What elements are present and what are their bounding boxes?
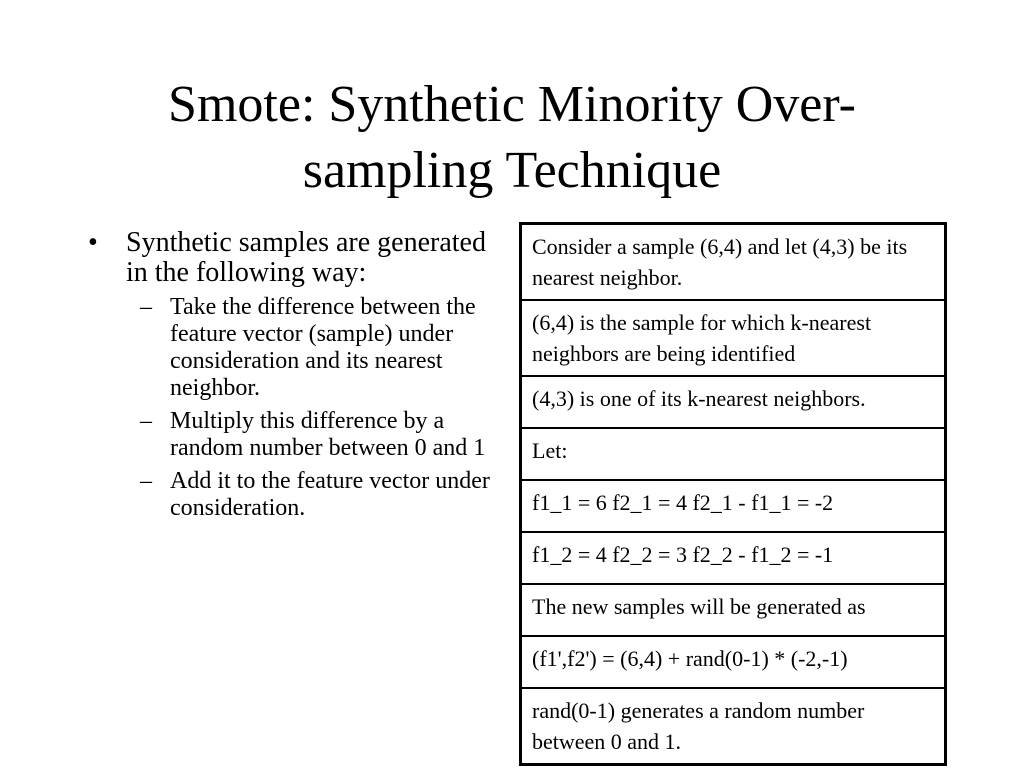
table-row	[521, 688, 946, 765]
table-cell: rand(0-1) generates a random number between 0 and 1.	[521, 688, 946, 765]
bullet-list	[82, 228, 502, 528]
sub-bullet-text: Multiply this difference by a random number between 0 and 1	[170, 408, 486, 461]
slide-title-line-2: sampling Technique	[302, 142, 722, 199]
sub-bullet-marker: –	[140, 294, 152, 320]
table-cell: Let:	[521, 428, 946, 480]
sub-bullet-text: Add it to the feature vector under consideration.	[170, 468, 490, 521]
sub-bullet-item	[82, 408, 502, 462]
sub-bullet-marker: –	[140, 468, 152, 494]
example-table	[519, 222, 947, 766]
table-cell: Consider a sample (6,4) and let (4,3) be its nearest neighbor.	[521, 224, 946, 301]
sub-bullet-item	[82, 294, 502, 402]
table-cell: f1_1 = 6 f2_1 = 4 f2_1 - f1_1 = -2	[521, 480, 946, 532]
table-row	[521, 636, 946, 688]
slide-title-line-1: Smote: Synthetic Minority Over-	[168, 76, 856, 133]
slide-title	[60, 72, 964, 204]
sub-bullet-marker: –	[140, 408, 152, 434]
table-cell: (4,3) is one of its k-nearest neighbors.	[521, 376, 946, 428]
table-row	[521, 480, 946, 532]
table-row	[521, 428, 946, 480]
sub-bullet-list	[82, 294, 502, 522]
sub-bullet-text: Take the difference between the feature vector (sample) under consideration and its nearest neighbor.	[170, 294, 476, 401]
sub-bullet-item	[82, 468, 502, 522]
table-row	[521, 584, 946, 636]
table-row	[521, 224, 946, 301]
bullet-marker: •	[88, 227, 98, 258]
bullet-text: Synthetic samples are generated in the following way:	[126, 227, 486, 288]
table-cell: (6,4) is the sample for which k-nearest neighbors are being identified	[521, 300, 946, 376]
bullet-item	[82, 228, 502, 288]
table-cell: f1_2 = 4 f2_2 = 3 f2_2 - f1_2 = -1	[521, 532, 946, 584]
table-row	[521, 376, 946, 428]
table-row	[521, 300, 946, 376]
table-cell: (f1',f2') = (6,4) + rand(0-1) * (-2,-1)	[521, 636, 946, 688]
table-cell: The new samples will be generated as	[521, 584, 946, 636]
table-row	[521, 532, 946, 584]
